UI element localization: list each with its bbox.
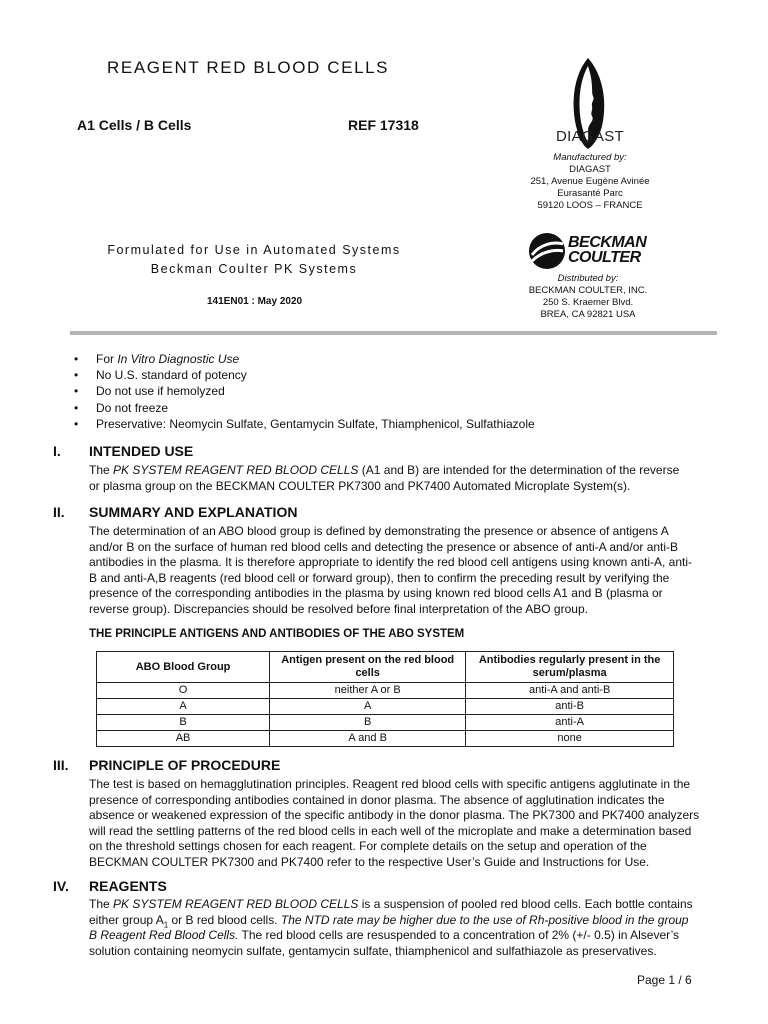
reagents-paragraph: The PK SYSTEM REAGENT RED BLOOD CELLS is a suspension of pooled red blood cells. Each bottle contains either group $A_1$ or B red blood cells. The NTD rate may be higher due to the use of Rh-positive blood in the group B Reagent Red Blood Cells. The red blood cells are resuspended to a concentration of 2% (+/- 0.5) in Alsever’s solution containing neomycin sulfate, gentamycin sulfate, thiamphenicol and sulfathiazole as preservatives. bbox=[89, 897, 693, 958]
table-cell: AB bbox=[97, 731, 270, 747]
product-name: A1 Cells / B Cells bbox=[77, 117, 192, 133]
summary-paragraph: The determination of an ABO blood group is defined by demonstrating the presence or absence of antigens A and/or B on the surface of human red blood cells and detecting the presence or absence of anti-A and/or anti-B antibodies in the plasma. It is therefore appropriate to identify the red blood cell antigens using known anti-A, anti- B and anti-A,B reagents (red blood cell or forward group), then to confirm the preceding result by verifying the presence of the corresponding antibodies in the plasma by using known red blood cells A1 and B (plasma or reverse group). Discrepancies should be resolved before final interpretation of the ABO group. bbox=[89, 524, 693, 616]
manufacturer-line: 59120 LOOS – FRANCE bbox=[537, 200, 643, 211]
distributor-label: Distributed by: bbox=[557, 273, 619, 284]
distributor-line: 250 S. Kraemer Blvd. bbox=[542, 297, 634, 308]
manufacturer-line: 251, Avenue Eugène Avinée bbox=[530, 176, 650, 187]
bullet-item: • Preservative: Neomycin Sulfate, Gentamycin Sulfate, Thiamphenicol, Sulfathiazole bbox=[72, 417, 535, 433]
bullet-item: • For In Vitro Diagnostic Use bbox=[72, 352, 535, 368]
table-header-row bbox=[97, 652, 674, 683]
distributor-block bbox=[506, 273, 670, 321]
table-header-cell: ABO Blood Group bbox=[97, 652, 270, 683]
table-row bbox=[97, 683, 674, 699]
subtitle-automated: Formulated for Use in Automated Systems bbox=[107, 243, 401, 257]
table-cell: A bbox=[97, 699, 270, 715]
table-cell: neither A or B bbox=[270, 683, 466, 699]
distributor-line: BECKMAN COULTER, INC. bbox=[528, 285, 648, 296]
document-number: 141EN01 : May 2020 bbox=[207, 296, 303, 307]
section-title-principle: PRINCIPLE OF PROCEDURE bbox=[89, 757, 281, 773]
reference-number: REF 17318 bbox=[348, 117, 419, 133]
table-cell: anti-A bbox=[466, 715, 674, 731]
table-cell: anti-A and anti-B bbox=[466, 683, 674, 699]
table-title: THE PRINCIPLE ANTIGENS AND ANTIBODIES OF THE ABO SYSTEM bbox=[89, 628, 465, 640]
manufacturer-line: DIAGAST bbox=[569, 164, 611, 175]
diagast-logo-text: DIAGAST bbox=[556, 128, 624, 145]
table-cell: A and B bbox=[270, 731, 466, 747]
table-header-cell: Antibodies regularly present in the serum/plasma bbox=[466, 652, 674, 683]
bullet-item: • Do not freeze bbox=[72, 401, 535, 417]
principle-paragraph: The test is based on hemagglutination principles. Reagent red blood cells with specific antigens agglutinate in the presence of corresponding antibodies contained in donor plasma. The absence of agglutination indicates the absence or weakened expression of the specific antibody in the donor plasma. The PK7300 and PK7400 analyzers will read the settling patterns of the red blood cells in each well of the microplate and make a determination based on the threshold settings chosen for each reagent. For complete details on the setup and operation of the BECKMAN COULTER PK7300 and PK7400 refer to the respective User’s Guide and Instructions for Use. bbox=[89, 777, 700, 869]
manufacturer-block bbox=[508, 152, 672, 212]
section-number: III. bbox=[53, 757, 69, 773]
section-title-intended-use: INTENDED USE bbox=[89, 443, 194, 459]
section-number: II. bbox=[53, 504, 65, 520]
section-title-reagents: REAGENTS bbox=[89, 878, 167, 894]
table-row bbox=[97, 699, 674, 715]
subtitle-pk-systems: Beckman Coulter PK Systems bbox=[150, 262, 358, 276]
table-cell: B bbox=[270, 715, 466, 731]
table-row bbox=[97, 731, 674, 747]
manufacturer-label: Manufactured by: bbox=[553, 152, 627, 163]
coulter-logo-line: COULTER bbox=[568, 249, 641, 266]
section-title-summary: SUMMARY AND EXPLANATION bbox=[89, 504, 298, 520]
intended-use-paragraph: The PK SYSTEM REAGENT RED BLOOD CELLS (A1 and B) are intended for the determination of the reverse or plasma group on the BECKMAN COULTER PK7300 and PK7400 Automated Microplate System(s). bbox=[89, 463, 680, 493]
bullet-item: • No U.S. standard of potency bbox=[72, 368, 535, 384]
header-divider bbox=[70, 331, 717, 335]
distributor-line: BREA, CA 92821 USA bbox=[540, 309, 636, 320]
page-number: Page 1 / 6 bbox=[637, 973, 692, 987]
section-number: I. bbox=[53, 443, 61, 459]
manufacturer-line: Eurasanté Parc bbox=[557, 188, 623, 199]
abo-system-table bbox=[96, 651, 674, 747]
table-header-cell: Antigen present on the red blood cells bbox=[270, 652, 466, 683]
section-number: IV. bbox=[53, 878, 69, 894]
table-cell: anti-B bbox=[466, 699, 674, 715]
table-cell: none bbox=[466, 731, 674, 747]
table-cell: B bbox=[97, 715, 270, 731]
beckman-coulter-logo-text bbox=[568, 235, 646, 265]
bullet-item: • Do not use if hemolyzed bbox=[72, 384, 535, 400]
document-title: REAGENT RED BLOOD CELLS bbox=[107, 58, 390, 77]
beckman-logo-line: BECKMAN bbox=[568, 234, 647, 251]
table-cell: A bbox=[270, 699, 466, 715]
warning-bullet-list bbox=[72, 352, 535, 433]
table-row bbox=[97, 715, 674, 731]
table-cell: O bbox=[97, 683, 270, 699]
beckman-coulter-logo-icon bbox=[527, 231, 567, 271]
